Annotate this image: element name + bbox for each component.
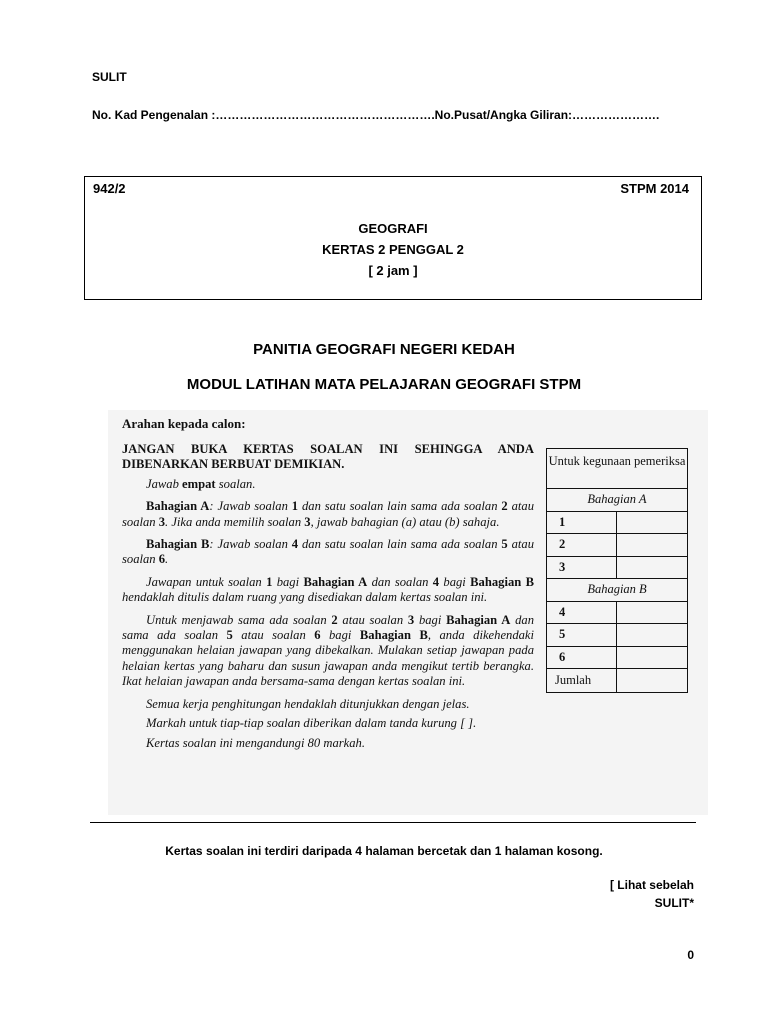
mark-cell	[617, 602, 687, 624]
divider-line	[90, 822, 696, 823]
classification-label: SULIT	[92, 70, 127, 84]
examiner-table-heading: Untuk kegunaan pemeriksa	[547, 449, 687, 489]
instruction-answer-sheets: Untuk menjawab sama ada soalan 2 atau soalan 3 bagi Bahagian A dan sama ada soalan 5 atau soalan 6 bagi Bahagian B, anda dikehendaki menggunakan helaian jawapan yang dibekalkan. Mulakan setiap jawapan pada helaian kertas yang baharu dan susun jawapan anda mengikut tertib berangka. Ikat helaian jawapan anda bersama-sama dengan kertas soalan ini.	[122, 612, 535, 689]
instruction-warning: JANGAN BUKA KERTAS SOALAN INI SEHINGGA ANDA DIBENARKAN BERBUAT DEMIKIAN.	[122, 442, 534, 472]
examiner-row-q2: 2	[547, 534, 687, 557]
examiner-table	[546, 448, 688, 693]
classification-label-bottom: SULIT*	[654, 896, 694, 910]
examiner-row-q1: 1	[547, 512, 687, 535]
examiner-row-q4: 4	[547, 602, 687, 625]
panel-title: PANITIA GEOGRAFI NEGERI KEDAH	[253, 341, 515, 358]
examiner-row-q5: 5	[547, 624, 687, 647]
mark-cell	[617, 512, 687, 534]
module-title: MODUL LATIHAN MATA PELAJARAN GEOGRAFI STPM	[186, 376, 582, 393]
mark-cell	[617, 669, 687, 692]
examiner-row-q3: 3	[547, 557, 687, 580]
examiner-row-q6: 6	[547, 647, 687, 670]
paper-header-box	[84, 176, 702, 300]
instruction-marks: Markah untuk tiap-tiap soalan diberikan dalam tanda kurung [ ].	[146, 716, 477, 731]
mark-cell	[617, 647, 687, 669]
examiner-row-total: Jumlah	[547, 669, 687, 692]
instruction-workings: Semua kerja penghitungan hendaklah ditunjukkan dengan jelas.	[146, 696, 470, 711]
subject-name: GEOGRAFI	[358, 221, 428, 236]
instruction-section-a: Bahagian A: Jawab soalan 1 dan satu soalan lain sama ada soalan 2 atau soalan 3. Jika anda memilih soalan 3, jawab bahagian (a) atau (b) sahaja.	[122, 499, 534, 529]
page-number: 0	[687, 948, 694, 962]
candidate-id-line: No. Kad Pengenalan :……………………………………………….No.Pusat/Angka Giliran:………………….	[92, 108, 660, 122]
instruction-answer-space: Jawapan untuk soalan 1 bagi Bahagian A dan soalan 4 bagi Bahagian B hendaklah ditulis dalam ruang yang disediakan dalam kertas soalan ini.	[122, 574, 534, 605]
instruction-answer-count: Jawab empat soalan.	[146, 476, 256, 491]
paper-code: 942/2	[93, 181, 126, 196]
instruction-section-b: Bahagian B: Jawab soalan 4 dan satu soalan lain sama ada soalan 5 atau soalan 6.	[122, 537, 534, 567]
instructions-body	[122, 442, 534, 755]
duration: [ 2 jam ]	[368, 263, 418, 278]
turn-over-note: [ Lihat sebelah	[609, 878, 694, 892]
exam-name: STPM 2014	[620, 181, 689, 196]
mark-cell	[617, 624, 687, 646]
examiner-section-b: Bahagian B	[547, 579, 687, 602]
instruction-total-marks: Kertas soalan ini mengandungi 80 markah.	[146, 735, 365, 750]
mark-cell	[617, 557, 687, 579]
instructions-heading: Arahan kepada calon:	[122, 416, 246, 431]
mark-cell	[617, 534, 687, 556]
page-count-note: Kertas soalan ini terdiri daripada 4 halaman bercetak dan 1 halaman kosong.	[165, 844, 603, 858]
paper-name: KERTAS 2 PENGGAL 2	[322, 242, 464, 257]
examiner-section-a: Bahagian A	[547, 489, 687, 512]
instructions-scan	[108, 410, 708, 815]
